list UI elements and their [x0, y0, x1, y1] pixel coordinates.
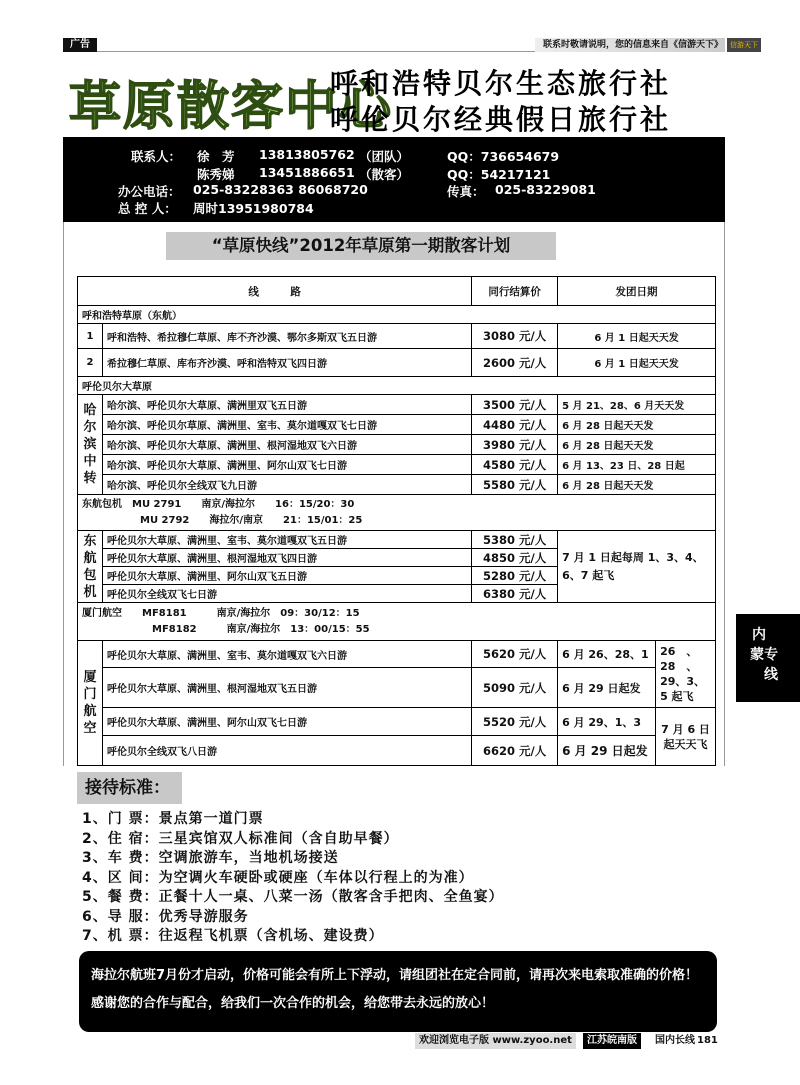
list-item: 2、住 宿：三星宾馆双人标准间（含自助早餐）	[82, 830, 399, 847]
list-item: 7、机 票：往返程飞机票（含机场、建设费）	[82, 928, 384, 944]
fax-label: 传真：	[447, 184, 485, 199]
xiamen-air-label: 厦门航空	[78, 641, 103, 766]
table-row	[78, 668, 716, 708]
price-cell: 3980 元/人	[472, 435, 558, 455]
side-tab-char: 线	[764, 667, 778, 683]
tour-schedule-table	[77, 276, 716, 766]
side-tab-char: 内	[752, 627, 766, 643]
advert-header	[63, 58, 725, 138]
price-cell: 5580 元/人	[472, 475, 558, 495]
route-cell: 呼伦贝尔大草原、满洲里、根河湿地双飞五日游	[102, 668, 471, 708]
top-bar	[63, 38, 758, 52]
xm-date-extra-1: 26 、28 、29、3、5 起飞	[656, 641, 716, 708]
route-cell: 希拉穆仁草原、库布齐沙漠、呼和浩特双飞四日游	[102, 349, 471, 377]
price-cell: 3080 元/人	[472, 324, 558, 349]
table-row	[78, 415, 716, 435]
footer-site: 欢迎浏览电子版 www.zyoo.net	[415, 1033, 576, 1049]
list-item: 3、车 费：空调旅游车，当地机场接送	[82, 850, 339, 866]
charter-date-cell: 7 月 1 日起每周 1、3、4、6、7 起飞	[558, 531, 716, 603]
col-header-date: 发团日期	[558, 277, 716, 306]
page-footer	[415, 1033, 717, 1049]
contact-phone-2: 13451886651	[259, 165, 355, 180]
control-label: 总 控 人：	[118, 201, 177, 216]
price-cell: 5280 元/人	[472, 567, 558, 585]
price-cell: 5520 元/人	[472, 708, 558, 736]
date-cell: 6 月 29 日起发	[558, 668, 656, 708]
table-row	[78, 324, 716, 349]
contact-label: 联系人：	[131, 149, 182, 164]
china-eastern-flight-info	[78, 495, 716, 531]
date-cell: 6 月 28 日起天天发	[558, 435, 716, 455]
price-cell: 4850 元/人	[472, 549, 558, 567]
page-number: 181	[697, 1035, 718, 1046]
standards-title: 接待标准：	[77, 772, 182, 804]
section-side-tab	[736, 614, 800, 702]
date-cell: 6 月 26、28、1	[558, 641, 656, 668]
side-tab-char: 蒙	[750, 647, 764, 663]
row-number: 1	[78, 324, 103, 349]
xm-flight-return: MF8182 南京/海拉尔 13：00/15：55	[152, 623, 370, 635]
xiamen-air-flight-info	[78, 603, 716, 641]
route-cell: 呼伦贝尔全线双飞八日游	[102, 736, 471, 766]
date-cell: 6 月 1 日起天天发	[558, 349, 716, 377]
price-cell: 4480 元/人	[472, 415, 558, 435]
route-cell: 哈尔滨、呼伦贝尔大草原、满洲里、根河湿地双飞六日游	[102, 435, 471, 455]
xm-flight-outbound: 厦门航空 MF8181 南京/海拉尔 09：30/12：15	[82, 607, 360, 619]
fax-number: 025-83229081	[495, 182, 596, 197]
route-cell: 呼伦贝尔大草原、满洲里、室韦、莫尔道嘎双飞六日游	[102, 641, 471, 668]
route-cell: 哈尔滨、呼伦贝尔大草原、满洲里、阿尔山双飞七日游	[102, 455, 471, 475]
route-cell: 呼和浩特、希拉穆仁草原、库不齐沙漠、鄂尔多斯双飞五日游	[102, 324, 471, 349]
flight-info-row	[78, 495, 716, 531]
date-cell: 6 月 29、1、3	[558, 708, 656, 736]
office-phone-label: 办公电话：	[118, 184, 181, 199]
route-cell: 呼伦贝尔大草原、满洲里、阿尔山双飞七日游	[102, 708, 471, 736]
contact-qq-2: QQ：54217121	[447, 167, 551, 182]
table-row	[78, 736, 716, 766]
contact-panel	[63, 137, 725, 222]
date-cell: 5 月 21、28、6 月天天发	[558, 395, 716, 415]
table-row	[78, 531, 716, 549]
route-cell: 哈尔滨、呼伦贝尔全线双飞九日游	[102, 475, 471, 495]
xm-date-extra-2: 7 月 6 日起天天飞	[656, 708, 716, 766]
source-note: 联系时敬请说明，您的信息来自《信游天下》	[535, 38, 725, 52]
date-cell: 6 月 29 日起发	[558, 736, 656, 766]
contact-phone-1: 13813805762	[259, 147, 355, 162]
china-eastern-charter-label: 东航包机	[78, 531, 103, 603]
ea-flight-outbound: 东航包机 MU 2791 南京/海拉尔 16：15/20：30	[82, 498, 355, 510]
route-cell: 哈尔滨、呼伦贝尔草原、满洲里、室韦、莫尔道嘎双飞七日游	[102, 415, 471, 435]
price-cell: 5380 元/人	[472, 531, 558, 549]
table-row	[78, 641, 716, 668]
table-row	[78, 395, 716, 415]
price-cell: 3500 元/人	[472, 395, 558, 415]
col-header-route: 线 路	[78, 277, 472, 306]
price-cell: 4580 元/人	[472, 455, 558, 475]
harbin-transfer-label: 哈尔滨中转	[78, 395, 103, 495]
contact-role-2: （散客）	[359, 167, 410, 182]
footer-section: 国内长线	[655, 1035, 695, 1046]
table-row	[78, 708, 716, 736]
plan-title: “草原快线”2012年草原第一期散客计划	[166, 232, 556, 260]
footer-edition: 江苏皖南版	[583, 1033, 641, 1049]
price-cell: 6620 元/人	[472, 736, 558, 766]
agency-name-1: 呼和浩特贝尔生态旅行社	[330, 67, 672, 100]
table-row	[78, 475, 716, 495]
list-item: 1、门 票：景点第一道门票	[82, 811, 264, 827]
control-contact: 周时13951980784	[193, 201, 314, 216]
section-row	[78, 377, 716, 395]
col-header-price: 同行结算价	[472, 277, 558, 306]
date-cell: 6 月 1 日起天天发	[558, 324, 716, 349]
standards-list	[82, 810, 504, 947]
price-cell: 6380 元/人	[472, 585, 558, 603]
price-cell: 5090 元/人	[472, 668, 558, 708]
magazine-logo: 信游天下	[727, 38, 761, 52]
table-row	[78, 349, 716, 377]
ea-flight-return: MU 2792 海拉尔/南京 21：15/01：25	[140, 514, 363, 526]
price-cell: 5620 元/人	[472, 641, 558, 668]
price-cell: 2600 元/人	[472, 349, 558, 377]
agency-name-2: 呼伦贝尔经典假日旅行社	[330, 103, 672, 136]
date-cell: 6 月 28 日起天天发	[558, 475, 716, 495]
route-cell: 哈尔滨、呼伦贝尔大草原、满洲里双飞五日游	[102, 395, 471, 415]
list-item: 6、导 服：优秀导游服务	[82, 908, 249, 925]
ad-label: 广告	[63, 38, 97, 52]
flight-info-row	[78, 603, 716, 641]
table-row	[78, 435, 716, 455]
office-phone: 025-83228363 86068720	[193, 182, 368, 197]
section-row	[78, 306, 716, 324]
contact-qq-1: QQ：736654679	[447, 149, 560, 164]
date-cell: 6 月 28 日起天天发	[558, 415, 716, 435]
list-item: 4、区 间：为空调火车硬卧或硬座（车体以行程上的为准）	[82, 869, 474, 886]
section-hulunbuir: 呼伦贝尔大草原	[78, 377, 716, 395]
brand-title: 草原散客中心	[69, 76, 394, 137]
route-cell: 呼伦贝尔大草原、满洲里、室韦、莫尔道嘎双飞五日游	[102, 531, 471, 549]
route-cell: 呼伦贝尔全线双飞七日游	[102, 585, 471, 603]
list-item: 5、餐 费：正餐十人一桌、八菜一汤（散客含手把肉、全鱼宴）	[82, 889, 504, 905]
route-cell: 呼伦贝尔大草原、满洲里、根河湿地双飞四日游	[102, 549, 471, 567]
contact-role-1: （团队）	[359, 149, 410, 164]
contact-name-2: 陈秀娣	[197, 167, 235, 182]
table-row	[78, 455, 716, 475]
side-tab-char: 专	[764, 647, 778, 663]
date-cell: 6 月 13、23 日、28 日起	[558, 455, 716, 475]
contact-name-1: 徐 芳	[197, 149, 235, 164]
row-number: 2	[78, 349, 103, 377]
route-cell: 呼伦贝尔大草原、满洲里、阿尔山双飞五日游	[102, 567, 471, 585]
price-notice: 海拉尔航班7月份才启动，价格可能会有所上下浮动，请组团社在定合同前，请再次来电索取准确的价格！感谢您的合作与配合，给我们一次合作的机会，给您带去永远的放心！	[79, 951, 717, 1032]
table-header-row	[78, 277, 716, 306]
section-hohhot: 呼和浩特草原（东航）	[78, 306, 716, 324]
